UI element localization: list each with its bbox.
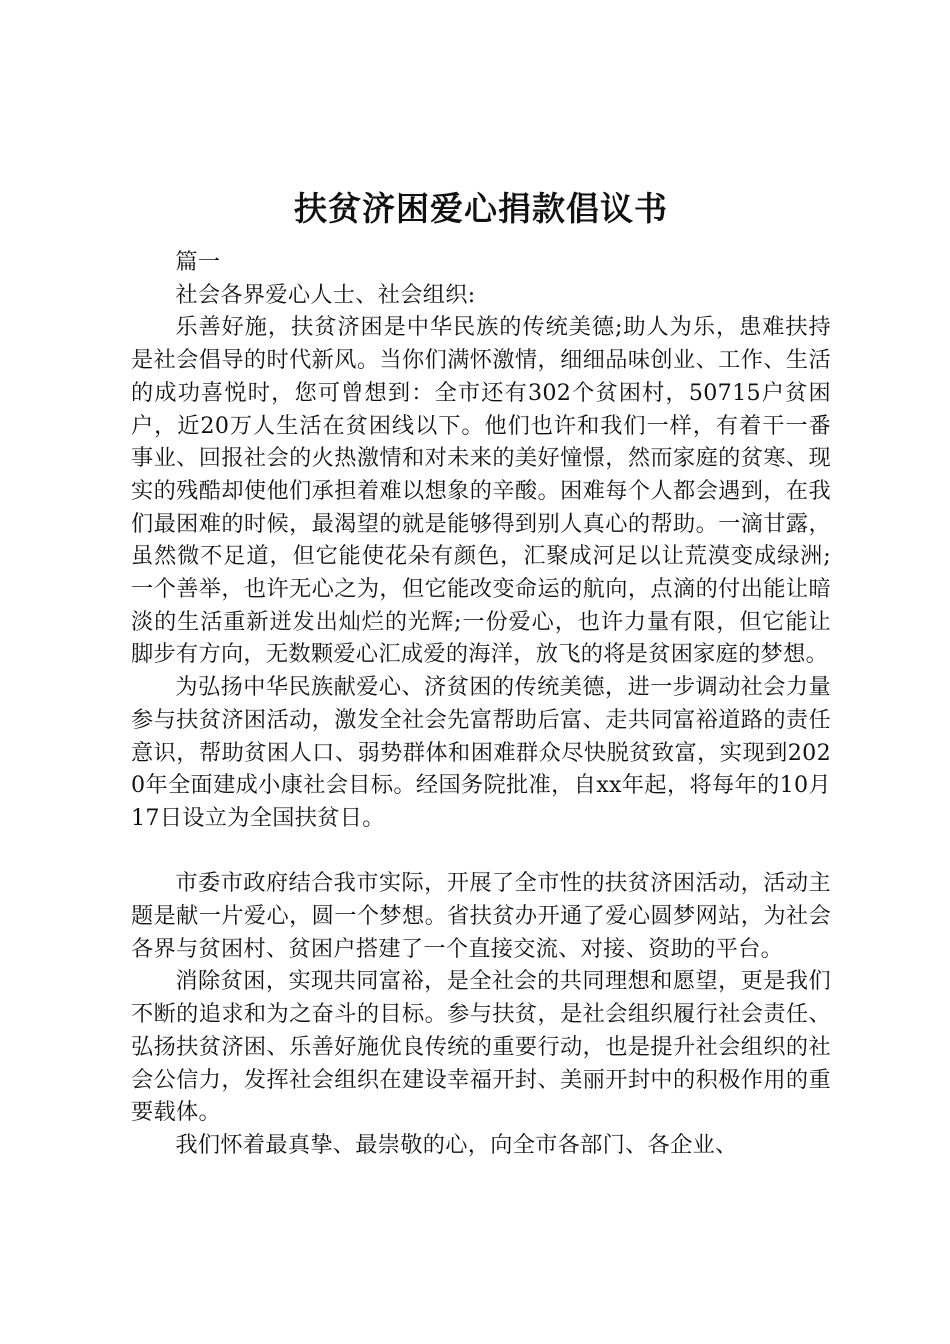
paragraph-3: 市委市政府结合我市实际，开展了全市性的扶贫济困活动，活动主题是献一片爱心，圆一个梦想。省扶贫办开通了爱心圆梦网站，为社会各界与贫困村、贫困户搭建了一个直接交流、对接、资助的平台。 <box>131 870 831 962</box>
blank-line <box>131 835 831 868</box>
salutation: 社会各界爱心人士、社会组织: <box>175 281 476 308</box>
paragraph-4: 消除贫困，实现共同富裕，是全社会的共同理想和愿望，更是我们不断的追求和为之奋斗的目标。参与扶贫，是社会组织履行社会责任、弘扬扶贫济困、乐善好施优良传统的重要行动，也是提升社会组织的社会公信力，发挥社会组织在建设幸福开封、美丽开封中的积极作用的重要载体。 <box>131 968 831 1126</box>
document-title: 扶贫济困爱心捐款倡议书 <box>294 189 668 228</box>
paragraph-2: 为弘扬中华民族献爱心、济贫困的传统美德，进一步调动社会力量参与扶贫济困活动，激发全社会先富帮助后富、走共同富裕道路的责任意识，帮助贫困人口、弱势群体和困难群众尽快脱贫致富，实现到2020年全面建成小康社会目标。经国务院批准，自xx年起，将每年的10月17日设立为全国扶贫日。 <box>131 674 831 831</box>
paragraph-1: 乐善好施，扶贫济困是中华民族的传统美德;助人为乐，患难扶持是社会倡导的时代新风。当你们满怀激情，细细品味创业、工作、生活的成功喜悦时，您可曾想到：全市还有302个贫困村，50715户贫困户，近20万人生活在贫困线以下。他们也许和我们一样，有着干一番事业、回报社会的火热激情和对未来的美好憧憬，然而家庭的贫寒、现实的残酷却使他们承担着难以想象的辛酸。困难每个人都会遇到，在我们最困难的时候，最渴望的就是能够得到别人真心的帮助。一滴甘露，虽然微不足道，但它能使花朵有颜色，汇聚成河足以让荒漠变成绿洲;一个善举，也许无心之为，但它能改变命运的航向，点滴的付出能让暗淡的生活重新迸发出灿烂的光辉;一份爱心，也许力量有限，但它能让脚步有方向，无数颗爱心汇成爱的海洋，放飞的将是贫困家庭的梦想。 <box>131 314 831 668</box>
section-label: 篇一 <box>175 249 221 275</box>
document-page <box>131 182 831 1162</box>
paragraph-5: 我们怀着最真挚、最崇敬的心，向全市各部门、各企业、 <box>175 1131 738 1158</box>
